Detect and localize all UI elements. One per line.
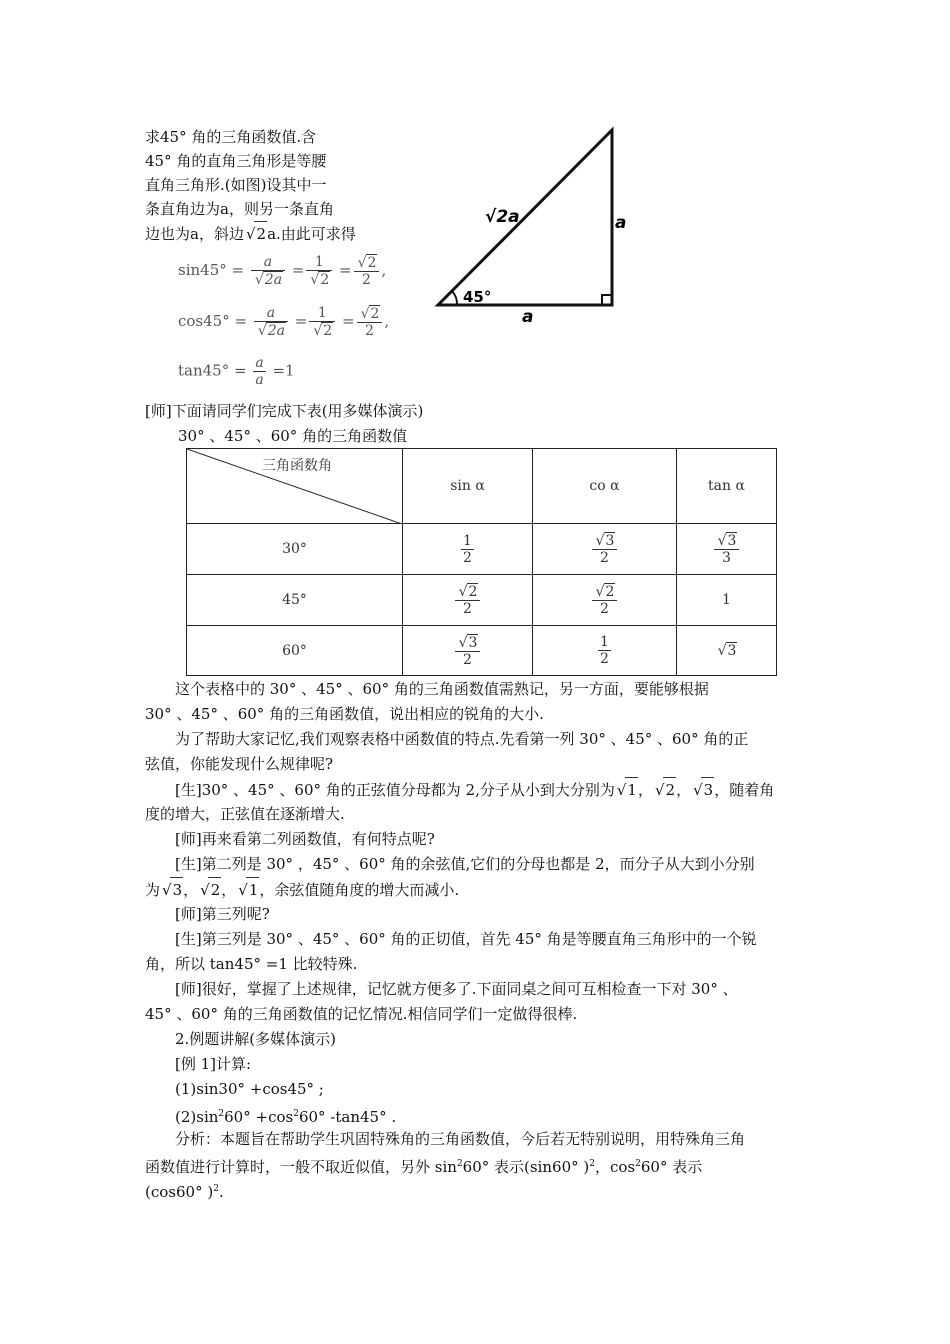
p8-line-a: [师]很好，掌握了上述规律，记忆就方便多了.下面同桌之间可互相检查一下对 30° 、 bbox=[175, 980, 738, 998]
p3-line-a: [生]30° 、45° 、60° 角的正弦值分母都为 2,分子从小到大分别为√ 1，√ 2，√ 3，随着角 bbox=[145, 777, 835, 802]
p7-line-b: 角，所以 tan45° =1 比较特殊. bbox=[145, 955, 358, 973]
p9-line: 2.例题讲解(多媒体演示) bbox=[175, 1030, 337, 1048]
intro-line-5: 边也为a，斜边√ 2a.由此可求得 bbox=[145, 221, 356, 246]
sin60-cell: √ $\frac{3}{2}$ bbox=[403, 626, 533, 676]
triangle-shape bbox=[438, 130, 612, 305]
p1-line-a: 这个表格中的 30° 、45° 、60° 角的三角函数值需熟记，另一方面，要能够根据 bbox=[175, 680, 709, 698]
table-caption: 30° 、45° 、60° 角的三角函数值 bbox=[178, 427, 408, 445]
sin30-cell: $\frac{1}{2}$ bbox=[403, 524, 533, 575]
p13-line-b: 函数值进行计算时，一般不取近似值，另外 $\sin^260^\circ$ 表示(sin60° )$^2$，$\cos^260^\circ$ 表示 bbox=[145, 1158, 703, 1176]
cos45-cell: √ $\frac{2}{2}$ bbox=[533, 575, 677, 626]
tan45-formula: tan45° = $\frac{a}{a}$ =1 bbox=[178, 355, 295, 388]
trig-table bbox=[186, 448, 777, 676]
p2-line-a: 为了帮助大家记忆,我们观察表格中函数值的特点.先看第一列 30° 、45° 、60° 角的正 bbox=[175, 730, 749, 748]
p13-line-a: 分析：本题旨在帮助学生巩固特殊角的三角函数值，今后若无特别说明，用特殊角三角 bbox=[175, 1130, 746, 1148]
horizontal-leg-label: a bbox=[522, 307, 534, 322]
p5-line-b: 为√ 3，√ 2，√ 1，余弦值随角度的增大而减小. bbox=[145, 877, 805, 902]
corner-cell bbox=[187, 449, 403, 524]
row-60-angle: 60° bbox=[187, 626, 403, 676]
p4-line: [师]再来看第二列函数值，有何特点呢? bbox=[175, 830, 435, 848]
tan30-cell: √ $\frac{3}{3}$ bbox=[677, 524, 777, 575]
sin45-formula: sin45° = a √ 2a = 1 √ 2 = √ $\frac{2}{2}$ , bbox=[178, 254, 386, 288]
cos45-formula: cos45° = a √ 2a = 1 √ 2 = √ $\frac{2}{2}$ , bbox=[178, 305, 389, 339]
p3-line-b: 度的增大，正弦值在逐渐增大. bbox=[145, 805, 345, 823]
cos30-cell: √ $\frac{3}{2}$ bbox=[533, 524, 677, 575]
p7-line-a: [生]第三列是 30° 、45° 、60° 角的正切值，首先 45° 角是等腰直角三角形中的一个锐 bbox=[175, 930, 757, 948]
p13-line-c: (cos60° )$^2$. bbox=[145, 1183, 224, 1201]
triangle-figure bbox=[430, 122, 640, 322]
intro-line-1: 求45° 角的三角函数值.含 bbox=[145, 128, 317, 146]
intro-line-4: 条直角边为a，则另一条直角 bbox=[145, 200, 334, 218]
hyp-label: √2a bbox=[485, 207, 520, 227]
p11-line: (1)sin30° +cos45° ; bbox=[175, 1080, 324, 1098]
angle-arc bbox=[452, 291, 457, 305]
p6-line: [师]第三列呢? bbox=[175, 905, 270, 923]
p1-line-b: 30° 、45° 、60° 角的三角函数值，说出相应的锐角的大小. bbox=[145, 705, 544, 723]
intro-line-3: 直角三角形.(如图)设其中一 bbox=[145, 176, 327, 194]
p5-line-a: [生]第二列是 30° ，45° 、60° 角的余弦值,它们的分母也都是 2，而分子从大到小分别 bbox=[175, 855, 755, 873]
header-sin: sin α bbox=[403, 449, 533, 524]
vertical-leg-label: a bbox=[615, 213, 627, 233]
sin45-cell: √ $\frac{2}{2}$ bbox=[403, 575, 533, 626]
header-cos: co α bbox=[533, 449, 677, 524]
corner-label: 三角函数角 bbox=[262, 458, 332, 474]
p10-line: [例 1]计算: bbox=[175, 1055, 252, 1073]
tan60-cell: √ 3 bbox=[677, 626, 777, 676]
row-45-angle: 45° bbox=[187, 575, 403, 626]
row-30-angle: 30° bbox=[187, 524, 403, 575]
p2-line-b: 弦值，你能发现什么规律呢? bbox=[145, 755, 334, 773]
p8-line-b: 45° 、60° 角的三角函数值的记忆情况.相信同学们一定做得很棒. bbox=[145, 1005, 578, 1023]
tan45-cell: 1 bbox=[677, 575, 777, 626]
cos60-cell: $\frac{1}{2}$ bbox=[533, 626, 677, 676]
angle-label: 45° bbox=[463, 288, 492, 306]
p12-line: $(2)\sin^260^\circ +\cos^260^\circ$ -tan45° . bbox=[175, 1108, 397, 1126]
teacher-line: [师]下面请同学们完成下表(用多媒体演示) bbox=[145, 402, 424, 420]
header-tan: tan α bbox=[677, 449, 777, 524]
intro-line-2: 45° 角的直角三角形是等腰 bbox=[145, 152, 327, 170]
